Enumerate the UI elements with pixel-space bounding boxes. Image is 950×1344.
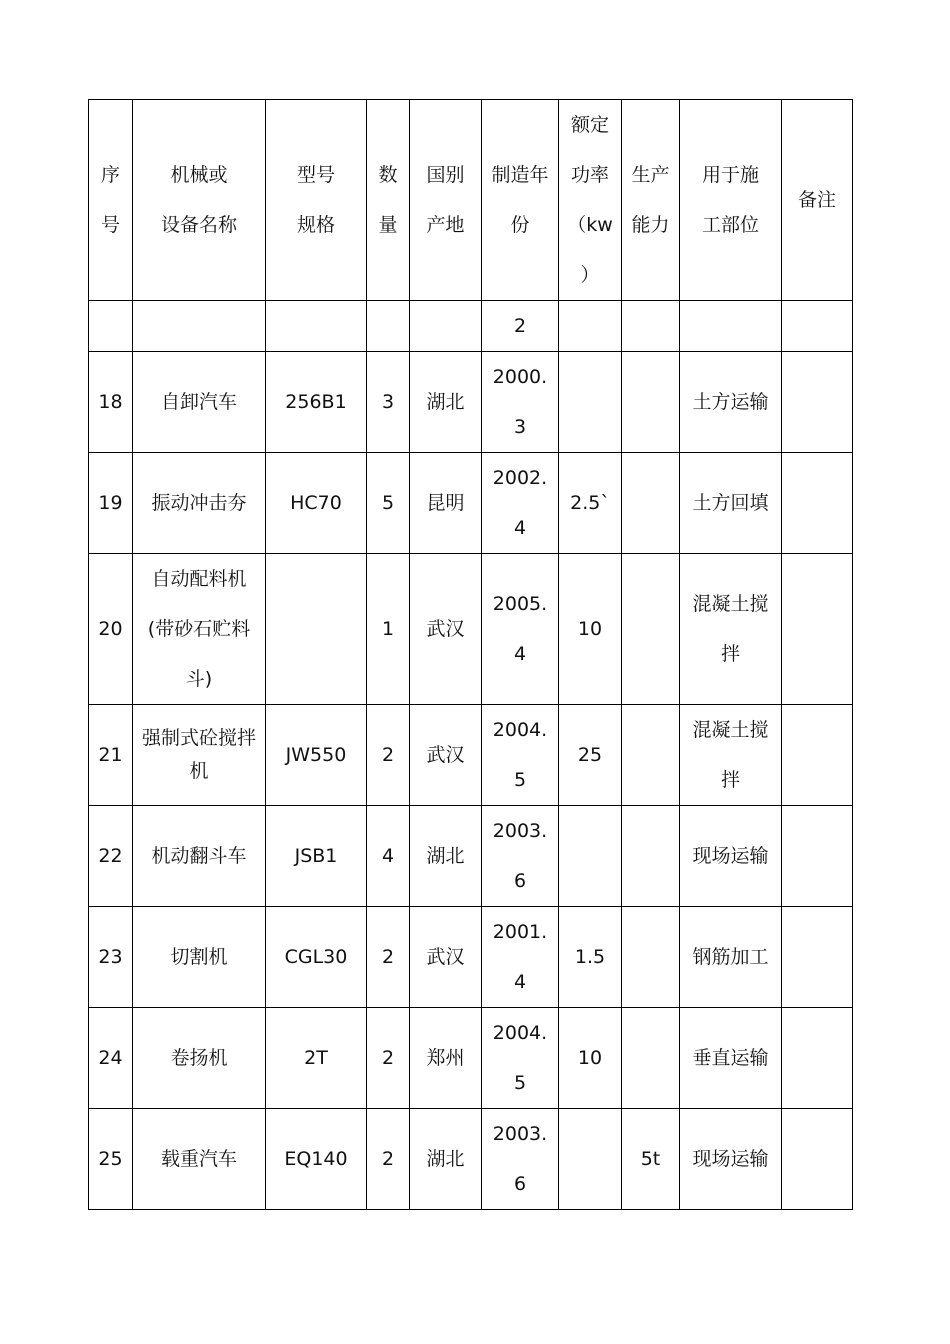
cell-usage-location: 现场运输 [680, 1109, 782, 1210]
cell-index: 20 [89, 554, 133, 705]
cell-rated-power [559, 1109, 622, 1210]
cell-capacity [622, 352, 680, 453]
header-capacity: 生产 能力 [622, 100, 680, 301]
cell-remarks [782, 907, 853, 1008]
header-usage-location: 用于施 工部位 [680, 100, 782, 301]
table-row [89, 705, 853, 806]
cell-capacity [622, 806, 680, 907]
cell-quantity: 2 [367, 907, 410, 1008]
cell-capacity [622, 1008, 680, 1109]
cell-usage-location: 土方运输 [680, 352, 782, 453]
cell-equipment-name [133, 301, 266, 352]
table-row [89, 907, 853, 1008]
cell-usage-location: 现场运输 [680, 806, 782, 907]
cell-capacity [622, 907, 680, 1008]
table-row [89, 453, 853, 554]
cell-index: 25 [89, 1109, 133, 1210]
cell-rated-power: 10 [559, 554, 622, 705]
cell-model-spec: JW550 [266, 705, 367, 806]
table-row [89, 352, 853, 453]
cell-equipment-name: 强制式砼搅拌 机 [133, 705, 266, 806]
cell-origin: 昆明 [410, 453, 482, 554]
cell-model-spec: 256B1 [266, 352, 367, 453]
cell-quantity: 2 [367, 1109, 410, 1210]
cell-usage-location: 土方回填 [680, 453, 782, 554]
cell-equipment-name: 机动翻斗车 [133, 806, 266, 907]
cell-equipment-name: 载重汽车 [133, 1109, 266, 1210]
table-row [89, 554, 853, 705]
cell-equipment-name: 振动冲击夯 [133, 453, 266, 554]
header-remarks: 备注 [782, 100, 853, 301]
header-index: 序 号 [89, 100, 133, 301]
cell-equipment-name: 卷扬机 [133, 1008, 266, 1109]
cell-origin: 湖北 [410, 806, 482, 907]
cell-model-spec: 2T [266, 1008, 367, 1109]
cell-manufacture-year: 2003. 6 [482, 1109, 559, 1210]
cell-origin: 湖北 [410, 352, 482, 453]
cell-model-spec: HC70 [266, 453, 367, 554]
cell-usage-location: 垂直运输 [680, 1008, 782, 1109]
cell-equipment-name: 切割机 [133, 907, 266, 1008]
cell-index: 19 [89, 453, 133, 554]
cell-remarks [782, 554, 853, 705]
table-header-row [89, 100, 853, 301]
cell-manufacture-year: 2004. 5 [482, 1008, 559, 1109]
cell-capacity [622, 554, 680, 705]
cell-remarks [782, 1008, 853, 1109]
cell-quantity: 5 [367, 453, 410, 554]
cell-manufacture-year: 2 [482, 301, 559, 352]
cell-remarks [782, 453, 853, 554]
cell-model-spec: JSB1 [266, 806, 367, 907]
cell-remarks [782, 705, 853, 806]
cell-rated-power: 25 [559, 705, 622, 806]
cell-remarks [782, 352, 853, 453]
header-manufacture-year: 制造年 份 [482, 100, 559, 301]
cell-manufacture-year: 2003. 6 [482, 806, 559, 907]
cell-usage-location: 钢筋加工 [680, 907, 782, 1008]
cell-manufacture-year: 2000. 3 [482, 352, 559, 453]
cell-manufacture-year: 2005. 4 [482, 554, 559, 705]
cell-capacity [622, 453, 680, 554]
cell-quantity: 3 [367, 352, 410, 453]
cell-quantity: 4 [367, 806, 410, 907]
cell-capacity [622, 301, 680, 352]
header-quantity: 数 量 [367, 100, 410, 301]
table-row [89, 806, 853, 907]
cell-quantity: 2 [367, 705, 410, 806]
cell-index: 24 [89, 1008, 133, 1109]
cell-origin [410, 301, 482, 352]
cell-usage-location: 混凝土搅 拌 [680, 554, 782, 705]
table-row [89, 301, 853, 352]
cell-usage-location: 混凝土搅 拌 [680, 705, 782, 806]
cell-model-spec [266, 301, 367, 352]
cell-capacity: 5t [622, 1109, 680, 1210]
cell-index: 22 [89, 806, 133, 907]
cell-origin: 武汉 [410, 705, 482, 806]
cell-origin: 郑州 [410, 1008, 482, 1109]
cell-quantity [367, 301, 410, 352]
table-row [89, 1008, 853, 1109]
cell-quantity: 1 [367, 554, 410, 705]
cell-origin: 湖北 [410, 1109, 482, 1210]
cell-model-spec: EQ140 [266, 1109, 367, 1210]
cell-manufacture-year: 2001. 4 [482, 907, 559, 1008]
cell-model-spec: CGL30 [266, 907, 367, 1008]
header-origin: 国别 产地 [410, 100, 482, 301]
cell-manufacture-year: 2004. 5 [482, 705, 559, 806]
cell-equipment-name: 自卸汽车 [133, 352, 266, 453]
cell-rated-power [559, 352, 622, 453]
cell-manufacture-year: 2002. 4 [482, 453, 559, 554]
equipment-table [88, 99, 853, 1210]
cell-index: 23 [89, 907, 133, 1008]
cell-rated-power [559, 301, 622, 352]
cell-usage-location [680, 301, 782, 352]
cell-rated-power [559, 806, 622, 907]
header-equipment-name: 机械或 设备名称 [133, 100, 266, 301]
table-row [89, 1109, 853, 1210]
cell-rated-power: 1.5 [559, 907, 622, 1008]
header-model-spec: 型号 规格 [266, 100, 367, 301]
cell-equipment-name: 自动配料机 (带砂石贮料 斗) [133, 554, 266, 705]
cell-origin: 武汉 [410, 907, 482, 1008]
cell-remarks [782, 301, 853, 352]
cell-model-spec [266, 554, 367, 705]
cell-quantity: 2 [367, 1008, 410, 1109]
cell-index [89, 301, 133, 352]
header-rated-power: 额定 功率 （kw ） [559, 100, 622, 301]
cell-rated-power: 10 [559, 1008, 622, 1109]
cell-index: 18 [89, 352, 133, 453]
cell-origin: 武汉 [410, 554, 482, 705]
cell-index: 21 [89, 705, 133, 806]
cell-remarks [782, 806, 853, 907]
cell-capacity [622, 705, 680, 806]
cell-remarks [782, 1109, 853, 1210]
cell-rated-power: 2.5` [559, 453, 622, 554]
